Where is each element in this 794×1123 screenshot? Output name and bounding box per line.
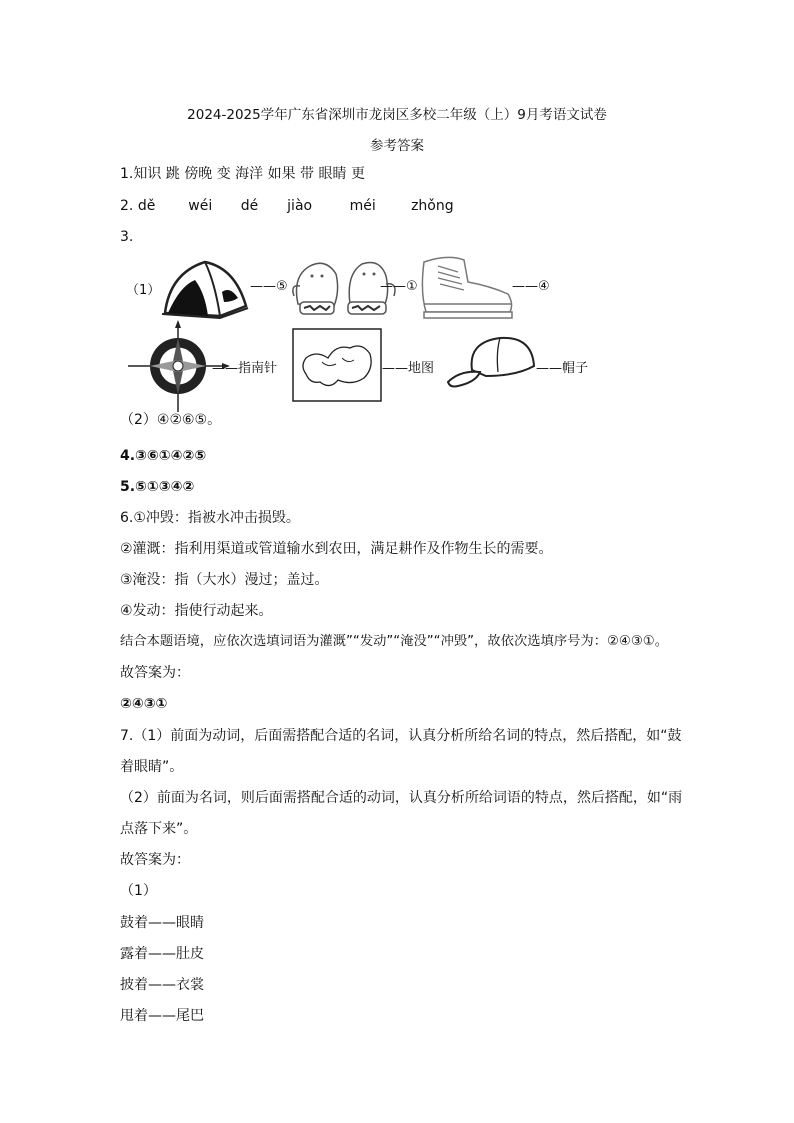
- pinyin-item: méi: [349, 198, 376, 214]
- pinyin-item: dé: [240, 198, 259, 214]
- answer-6-line: 结合本题语境，应依次选填词语为灌溉”“发动”“淹没”“冲毁”，故依次选填序号为：②④③①。: [120, 634, 668, 649]
- answer-1: 1.知识 跳 傍晚 变 海洋 如果 带 眼睛 更: [120, 166, 365, 182]
- link-map: ——地图: [382, 361, 435, 376]
- link-boot: ——④: [512, 279, 550, 294]
- answer-5: 5.⑤①③④②: [120, 479, 195, 495]
- pinyin-item: jiào: [287, 198, 313, 214]
- answer-6-line: ②④③①: [120, 696, 168, 712]
- cap-icon: [446, 332, 542, 390]
- pair-item: 露着——肚皮: [120, 946, 204, 962]
- link-tent: ——⑤: [250, 279, 288, 294]
- answer-2: [120, 196, 454, 216]
- pinyin-item: wéi: [188, 198, 213, 214]
- answer-6-line: ③淹没：指（大水）漫过；盖过。: [120, 572, 329, 588]
- answer-6-line: ②灌溉：指利用渠道或管道输水到农田，满足耕作及作物生长的需要。: [120, 541, 553, 557]
- answer-3-num: 3.: [120, 229, 134, 245]
- answer-7-line: 7.（1）前面为动词，后面需搭配合适的名词，认真分析所给名词的特点，然后搭配，如“鼓: [120, 728, 682, 744]
- link-mittens: ——①: [380, 279, 418, 294]
- boot-icon: [418, 252, 518, 320]
- doc-subtitle: 参考答案: [370, 138, 424, 154]
- answer-7-line: （2）前面为名词，则后面需搭配合适的动词，认真分析所给词语的特点，然后搭配，如“雨: [120, 790, 683, 806]
- answer-7-line: 故答案为：: [120, 852, 190, 868]
- map-icon: [292, 328, 382, 402]
- answer-2-num: 2.: [120, 198, 134, 214]
- doc-title: 2024-2025学年广东省深圳市龙岗区多校二年级（上）9月考语文试卷: [187, 107, 607, 123]
- answer-7-line: （1）: [120, 883, 157, 899]
- answer-7-line: 着眼睛”。: [120, 759, 184, 775]
- answer-6-line: 6.①冲毁：指被水冲击损毁。: [120, 510, 300, 526]
- part-1-label: （1）: [126, 283, 161, 298]
- answer-6-line: ④发动：指使行动起来。: [120, 603, 273, 619]
- pinyin-item: zhǒng: [411, 198, 454, 214]
- answer-4: 4.③⑥①④②⑤: [120, 448, 207, 464]
- pinyin-item: dě: [137, 198, 156, 214]
- link-compass: ——指南针: [212, 361, 278, 376]
- pair-item: 披着——衣裳: [120, 977, 204, 993]
- pair-item: 甩着——尾巴: [120, 1008, 204, 1024]
- pair-item: 鼓着——眼睛: [120, 915, 204, 931]
- answer-7-line: 点落下来”。: [120, 821, 198, 837]
- tent-icon: [160, 258, 250, 320]
- link-cap: ——帽子: [536, 361, 589, 376]
- answer-3-part-2: （2）④②⑥⑤。: [120, 412, 222, 428]
- answer-6-line: 故答案为：: [120, 665, 190, 681]
